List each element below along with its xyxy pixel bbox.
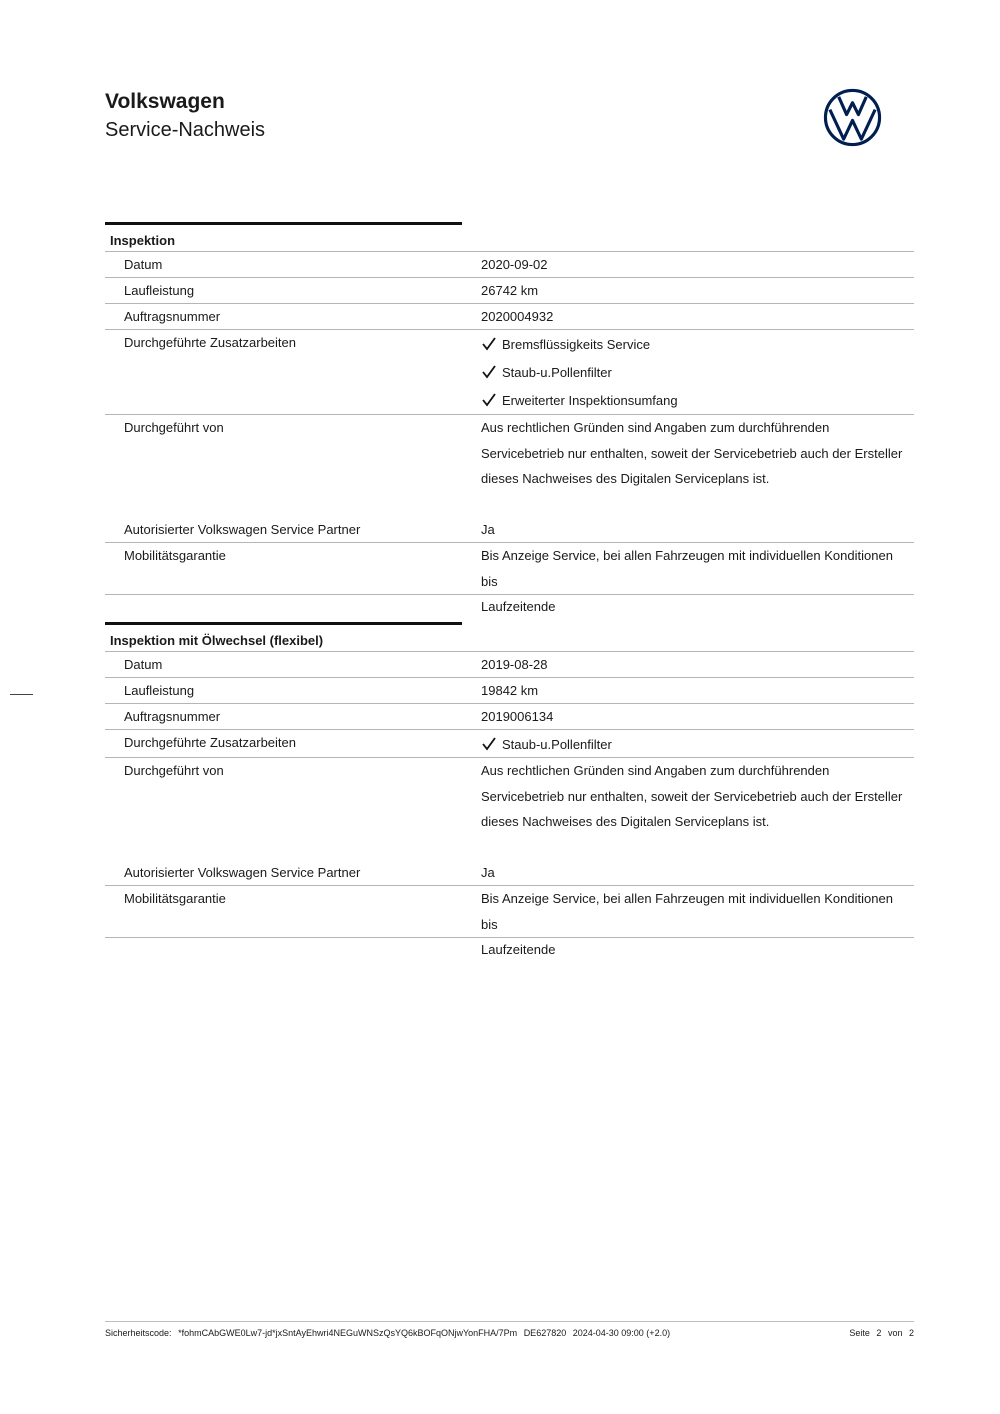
footer-divider xyxy=(105,1321,914,1322)
row-mobilitaetsgarantie xyxy=(105,543,914,614)
label-laufleistung: Laufleistung xyxy=(124,683,195,698)
value-line: Servicebetrieb nur enthalten, soweit der Servicebetrieb auch der Ersteller xyxy=(481,788,903,804)
document-id: DE627820 xyxy=(523,1328,567,1338)
label-laufleistung: Laufleistung xyxy=(124,283,195,298)
label-mobilitaetsgarantie: Mobilitätsgarantie xyxy=(124,891,226,906)
value-zusatzarbeiten xyxy=(481,330,914,414)
label-service-partner: Autorisierter Volkswagen Service Partner xyxy=(124,865,361,880)
zusatz-item xyxy=(481,386,914,414)
row-auftragsnummer xyxy=(105,704,914,730)
row-service-partner xyxy=(105,860,914,886)
security-code-label: Sicherheitscode: xyxy=(105,1328,172,1338)
row-datum xyxy=(105,652,914,678)
page-total: 2 xyxy=(908,1328,914,1338)
value-auftragsnummer: 2020004932 xyxy=(481,309,554,324)
checkmark-icon xyxy=(481,392,497,408)
zusatz-item-label: Staub-u.Pollenfilter xyxy=(502,736,612,752)
zusatz-item xyxy=(481,358,914,386)
value-mobilitaetsgarantie xyxy=(481,543,914,614)
value-service-partner: Ja xyxy=(481,865,495,880)
row-durchgefuehrt-von xyxy=(105,415,914,517)
value-datum: 2019-08-28 xyxy=(481,657,548,672)
value-laufleistung: 19842 km xyxy=(481,683,539,698)
label-durchgefuehrt-von: Durchgeführt von xyxy=(124,420,224,435)
page-of: von xyxy=(887,1328,903,1338)
header-brand: Volkswagen xyxy=(105,90,225,113)
value-line: Servicebetrieb nur enthalten, soweit der Servicebetrieb auch der Ersteller xyxy=(481,445,903,461)
value-auftragsnummer: 2019006134 xyxy=(481,709,554,724)
label-auftragsnummer: Auftragsnummer xyxy=(124,709,221,724)
zusatz-item-label: Staub-u.Pollenfilter xyxy=(502,364,612,380)
row-mobilitaetsgarantie xyxy=(105,886,914,957)
timestamp: 2024-04-30 09:00 (+2.0) xyxy=(572,1328,671,1338)
section-title: Inspektion xyxy=(105,225,914,252)
row-service-partner xyxy=(105,517,914,543)
service-section-inspektion-oelwechsel xyxy=(105,622,914,957)
zusatz-item-label: Erweiterter Inspektionsumfang xyxy=(502,392,678,408)
service-section-inspektion xyxy=(105,222,914,614)
value-line: Bis Anzeige Service, bei allen Fahrzeugen mit individuellen Konditionen bis xyxy=(481,891,893,932)
row-zusatzarbeiten xyxy=(105,730,914,758)
label-datum: Datum xyxy=(124,657,163,672)
security-code: *fohmCAbGWE0Lw7-jd*jxSntAyEhwri4NEGuWNSzQsYQ6kBOFqONjwYonFHA/7Pm xyxy=(178,1328,518,1338)
row-zusatzarbeiten xyxy=(105,330,914,415)
page-current: 2 xyxy=(876,1328,882,1338)
footer-security xyxy=(105,1328,674,1338)
label-zusatzarbeiten: Durchgeführte Zusatzarbeiten xyxy=(124,335,296,350)
label-auftragsnummer: Auftragsnummer xyxy=(124,309,221,324)
zusatz-item xyxy=(481,730,914,758)
row-durchgefuehrt-von xyxy=(105,758,914,860)
row-datum xyxy=(105,252,914,278)
value-line: dieses Nachweises des Digitalen Serviceplans ist. xyxy=(481,471,770,486)
value-mobilitaetsgarantie xyxy=(481,886,914,957)
checkmark-icon xyxy=(481,736,497,752)
page-number xyxy=(849,1328,914,1338)
row-laufleistung xyxy=(105,678,914,704)
label-datum: Datum xyxy=(124,257,163,272)
label-durchgefuehrt-von: Durchgeführt von xyxy=(124,763,224,778)
label-mobilitaetsgarantie: Mobilitätsgarantie xyxy=(124,548,226,563)
zusatz-item-label: Bremsflüssigkeits Service xyxy=(502,336,651,352)
value-line: dieses Nachweises des Digitalen Serviceplans ist. xyxy=(481,814,770,829)
checkmark-icon xyxy=(481,336,497,352)
zusatz-item xyxy=(481,330,914,358)
value-line: Aus rechtlichen Gründen sind Angaben zum durchführenden xyxy=(481,420,830,435)
value-service-partner: Ja xyxy=(481,522,495,537)
value-line: Laufzeitende xyxy=(481,942,556,957)
value-durchgefuehrt-von xyxy=(481,758,914,860)
value-line: Aus rechtlichen Gründen sind Angaben zum durchführenden xyxy=(481,763,830,778)
checkmark-icon xyxy=(481,364,497,380)
label-zusatzarbeiten: Durchgeführte Zusatzarbeiten xyxy=(124,735,296,750)
row-laufleistung xyxy=(105,278,914,304)
section-title: Inspektion mit Ölwechsel (flexibel) xyxy=(105,625,914,652)
header-subtitle: Service-Nachweis xyxy=(105,119,266,141)
label-service-partner: Autorisierter Volkswagen Service Partner xyxy=(124,522,361,537)
vw-logo-icon xyxy=(823,88,882,147)
margin-mark xyxy=(10,694,33,695)
value-laufleistung: 26742 km xyxy=(481,283,539,298)
page-word: Seite xyxy=(849,1328,870,1338)
value-zusatzarbeiten xyxy=(481,730,914,757)
row-auftragsnummer xyxy=(105,304,914,330)
value-line: Bis Anzeige Service, bei allen Fahrzeugen mit individuellen Konditionen bis xyxy=(481,548,893,589)
value-datum: 2020-09-02 xyxy=(481,257,548,272)
value-durchgefuehrt-von xyxy=(481,415,914,517)
value-line: Laufzeitende xyxy=(481,599,556,614)
